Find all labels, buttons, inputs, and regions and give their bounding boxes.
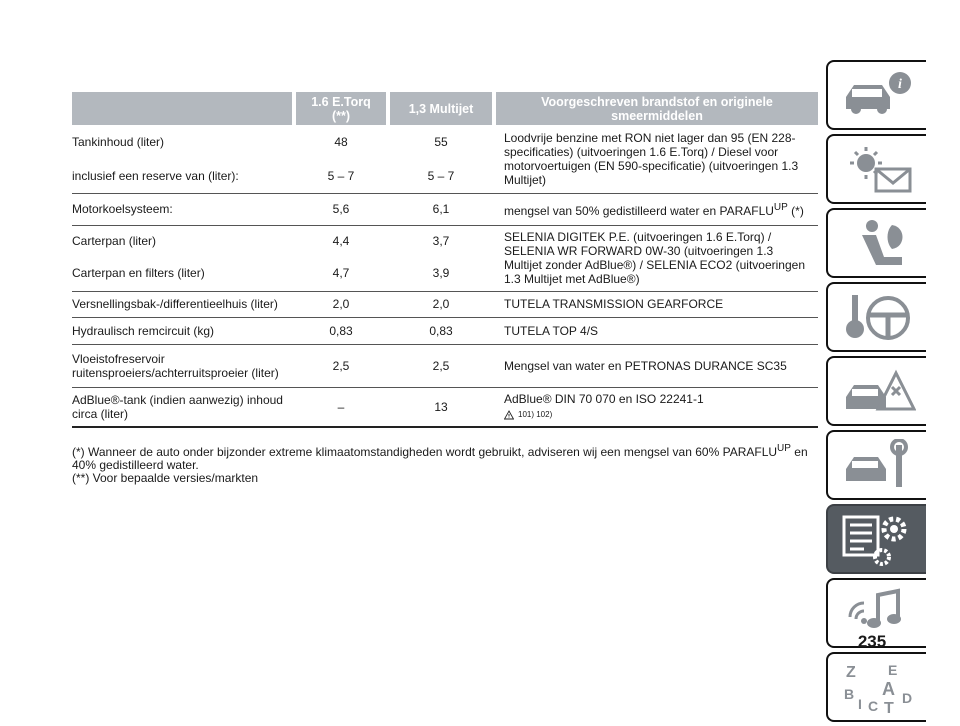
row-value-2: 0,83	[388, 317, 494, 344]
capacities-table	[72, 92, 818, 428]
tab-starting-driving[interactable]	[826, 282, 926, 352]
product-oil: SELENIA DIGITEK P.E. (uitvoeringen 1.6 E.Torq) / SELENIA WR FORWARD 0W-30 (uitvoeringen 1.3 Multijet zonder AdBlue®) / SELENIA ECO2 (uitvoeringen 1.3 Multijet met AdBlue®)	[494, 225, 818, 291]
row-value-1: 4,4	[332, 233, 350, 248]
product-coolant	[494, 193, 818, 225]
table-row	[72, 225, 818, 256]
footnote-end: en 40% gedistilleerd water.	[72, 445, 808, 472]
table-row	[72, 125, 818, 159]
footnotes	[72, 442, 822, 485]
table-row	[72, 344, 818, 387]
row-value-1: 2,5	[294, 344, 388, 387]
seat-airbag-icon	[842, 217, 916, 271]
row-value-1: 5 – 7	[294, 159, 388, 193]
row-value-2: 55	[434, 135, 448, 149]
table-row	[72, 193, 818, 225]
product-washer: Mengsel van water en PETRONAS DURANCE SC35	[494, 344, 818, 387]
table-row	[72, 317, 818, 344]
header-engine-2: 1,3 Multijet	[388, 92, 494, 125]
row-label: Hydraulisch remcircuit (kg)	[72, 317, 294, 344]
coolant-sup: UP	[773, 201, 788, 213]
svg-text:Z: Z	[846, 664, 856, 681]
chapter-sidebar	[826, 60, 926, 726]
row-value-2: 5 – 7	[388, 159, 494, 193]
header-engine-1: 1.6 E.Torq (**)	[294, 92, 388, 125]
warning-light-message-icon	[842, 143, 916, 197]
row-value-2: 2,0	[388, 291, 494, 317]
svg-text:B: B	[844, 686, 855, 702]
coolant-note: (*)	[787, 203, 804, 218]
key-steering-wheel-icon	[842, 291, 916, 345]
page-number: 235	[857, 632, 887, 651]
svg-text:T: T	[884, 700, 894, 715]
row-label: Motorkoelsysteem:	[72, 193, 294, 225]
tab-getting-to-know[interactable]	[826, 60, 926, 130]
adblue-text: AdBlue® DIN 70 070 en ISO 22241-1	[504, 391, 704, 406]
footnote-versions: (**) Voor bepaalde versies/markten	[72, 471, 259, 485]
row-value-1: 4,7	[294, 256, 388, 291]
product-adblue	[494, 387, 818, 427]
product-gearbox: TUTELA TRANSMISSION GEARFORCE	[494, 291, 818, 317]
tab-safety[interactable]	[826, 208, 926, 278]
row-value-2: 2,5	[388, 344, 494, 387]
row-value-1: 0,83	[294, 317, 388, 344]
technical-data-gear-icon	[842, 513, 916, 567]
svg-text:i: i	[898, 77, 902, 92]
row-label: Vloeistofreservoir ruitensproeiers/achterruitsproeier (liter)	[72, 344, 294, 387]
table-row	[72, 387, 818, 427]
warning-icon	[504, 410, 514, 420]
footnote-sup: UP	[777, 443, 791, 454]
row-value-2: 6,1	[388, 193, 494, 225]
row-value-2: 13	[388, 387, 494, 427]
row-value-2: 3,9	[388, 256, 494, 291]
row-label: AdBlue®-tank (indien aanwezig) inhoud circa (liter)	[72, 387, 294, 427]
svg-text:A: A	[882, 679, 895, 699]
tab-maintenance[interactable]	[826, 430, 926, 500]
adblue-ref-numbers: 101) 102)	[518, 409, 553, 419]
product-fuel: Loodvrije benzine met RON niet lager dan 95 (EN 228-specificaties) (uitvoeringen 1.6 E.Torq) / Diesel voor motorvoertuigen (EN 590-specificatie) (uitvoeringen 1.3 Multijet)	[494, 125, 818, 193]
car-breakdown-triangle-icon	[842, 365, 916, 419]
footnote-paraflu	[72, 442, 822, 472]
row-label: Carterpan en filters (liter)	[72, 256, 294, 291]
tab-emergency[interactable]	[826, 356, 926, 426]
row-value-1: 5,6	[294, 193, 388, 225]
table-row	[72, 291, 818, 317]
header-blank	[72, 92, 294, 125]
svg-text:I: I	[858, 696, 862, 712]
alphabetical-index-icon	[842, 661, 916, 715]
row-value-2: 3,7	[432, 233, 450, 248]
row-label: Carterpan (liter)	[72, 233, 157, 248]
footnote-text: (*) Wanneer de auto onder bijzonder extreme klimaatomstandigheden wordt gebruikt, adviseren wij een mengsel van 60% PARAFLU	[72, 445, 778, 459]
row-label: Tankinhoud (liter)	[72, 135, 165, 149]
tab-warning-lights[interactable]	[826, 134, 926, 204]
tab-technical-data[interactable]	[826, 504, 926, 574]
car-info-icon	[842, 69, 916, 123]
coolant-text: mengsel van 50% gedistilleerd water en PARAFLU	[504, 203, 774, 218]
svg-text:E: E	[888, 662, 898, 678]
car-maintenance-icon	[842, 439, 916, 493]
tab-index[interactable]	[826, 652, 926, 722]
row-label: inclusief een reserve van (liter):	[72, 159, 294, 193]
table-header-row	[72, 92, 818, 125]
adblue-refs	[504, 408, 814, 422]
row-value-1: 2,0	[294, 291, 388, 317]
row-value-1: 48	[334, 135, 348, 149]
row-label: Versnellingsbak-/differentieelhuis (liter)	[72, 291, 294, 317]
svg-text:C: C	[868, 698, 879, 714]
svg-text:D: D	[902, 690, 913, 706]
product-brake: TUTELA TOP 4/S	[494, 317, 818, 344]
header-products: Voorgeschreven brandstof en originele smeermiddelen	[494, 92, 818, 125]
row-value-1: –	[294, 387, 388, 427]
